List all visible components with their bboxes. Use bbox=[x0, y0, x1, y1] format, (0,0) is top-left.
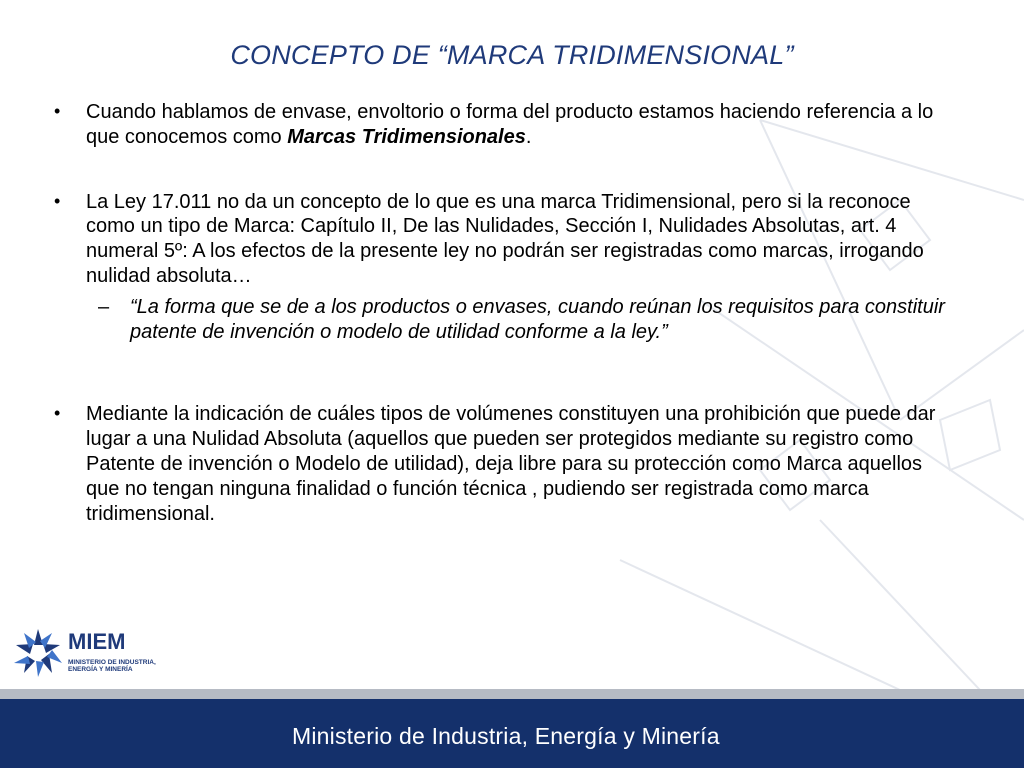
sub-bullet-item bbox=[50, 295, 950, 345]
sun-star-icon bbox=[12, 627, 64, 679]
footer-bar bbox=[0, 699, 1024, 768]
miem-logo bbox=[12, 625, 172, 681]
bullet-marker: • bbox=[54, 190, 61, 211]
sub-bullet-text: “La forma que se de a los productos o envases, cuando reúnan los requisitos para constituir patente de invención o modelo de utilidad conforme a la ley.” bbox=[130, 295, 945, 343]
logo-subtitle bbox=[68, 659, 168, 674]
logo-name: MIEM bbox=[68, 629, 126, 654]
bullet-text: Mediante la indicación de cuáles tipos de volúmenes constituyen una prohibición que puede dar lugar a una Nulidad Absoluta (aquellos que pueden ser protegidos mediante su registro como Patente de invención o Modelo de utilidad), deja libre para su protección como Marca aquellos que no tengan ninguna finalidad o función técnica , pudiendo ser registrada como marca tridimensional. bbox=[86, 403, 936, 525]
bullet-item bbox=[50, 100, 950, 150]
bullet-text-end: . bbox=[525, 125, 532, 148]
logo-subtitle-line1: MINISTERIO DE INDUSTRIA, bbox=[68, 659, 156, 666]
bullet-marker: • bbox=[54, 403, 61, 424]
footer-stripe bbox=[0, 689, 1024, 699]
bullet-item bbox=[50, 402, 950, 526]
sub-bullet-marker: – bbox=[98, 295, 110, 318]
bullet-text: La Ley 17.011 no da un concepto de lo que es una marca Tridimensional, pero si la reconoce como un tipo de Marca: Capítulo II, De las Nulidades, Sección I, Nulidades Absolutas, art. 4 numeral 5º: A los efectos de la presente ley no podrán ser registradas como marcas, irrogando nulidad absoluta… bbox=[86, 190, 924, 287]
slide-content bbox=[50, 100, 950, 526]
bullet-marker: • bbox=[54, 101, 61, 121]
slide-title: CONCEPTO DE “MARCA TRIDIMENSIONAL” bbox=[230, 40, 794, 70]
bullet-emphasis: Marcas Tridimensionales bbox=[287, 125, 526, 148]
bullet-text: Cuando hablamos de envase, envoltorio o forma del producto estamos haciendo referencia a lo que conocemos como bbox=[86, 101, 934, 148]
bullet-item bbox=[50, 190, 950, 289]
footer-text: Ministerio de Industria, Energía y Minería bbox=[292, 723, 720, 749]
logo-subtitle-line2: ENERGÍA Y MINERÍA bbox=[68, 666, 133, 674]
